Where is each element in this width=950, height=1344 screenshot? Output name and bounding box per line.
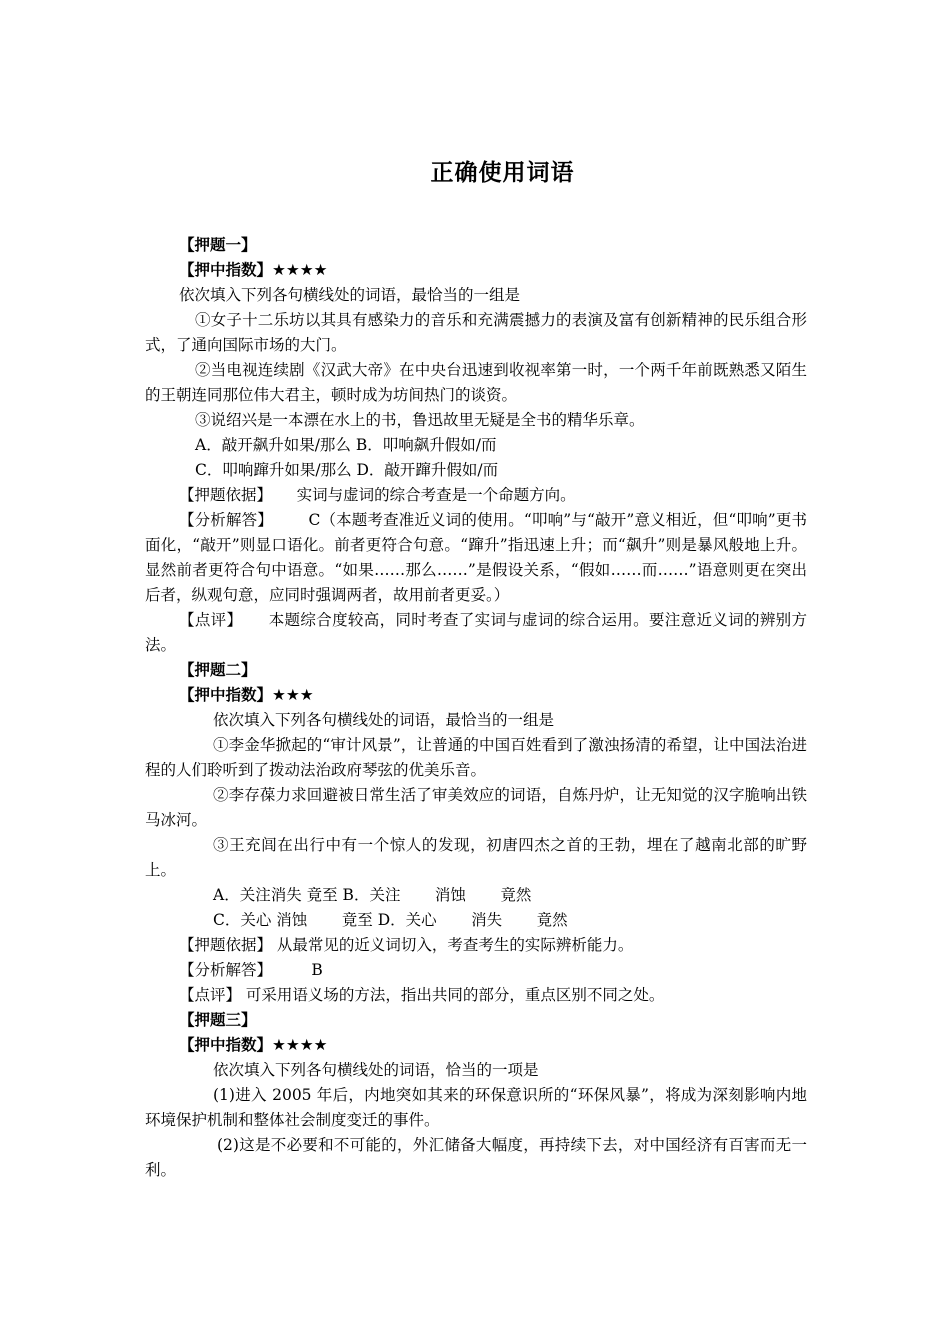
paragraph: 依次填入下列各句横线处的词语，最恰当的一组是 (213, 711, 555, 729)
paragraph: C．叩响蹿升如果/那么 D．敲开蹿升假如/而 (195, 461, 499, 479)
paragraph: ①女子十二乐坊以其具有感染力的音乐和充满震撼力的表演及富有创新精神的民乐组合形式，了通向国际市场的大门。 (145, 311, 807, 354)
paragraph: 【押中指数】★★★ (179, 686, 314, 704)
paragraph: (1)进入 2005 年后，内地突如其来的环保意识所的“环保风暴”，将成为深刻影响内地环境保护机制和整体社会制度变迁的事件。 (145, 1086, 807, 1129)
paragraph: (2)这是不必要和不可能的，外汇储备大幅度，再持续下去，对中国经济有百害而无一利。 (145, 1136, 807, 1179)
paragraph: C．关心 消蚀 竟至 D．关心 消失 竟然 (213, 911, 568, 929)
paragraph: 依次填入下列各句横线处的词语，恰当的一项是 (213, 1061, 539, 1079)
page-title: 正确使用词语 (430, 160, 575, 186)
paragraph: ③王充闾在出行中有一个惊人的发现，初唐四杰之首的王勃，埋在了越南北部的旷野上。 (145, 836, 807, 879)
paragraph: 【押题依据】 从最常见的近义词切入，考查考生的实际辨析能力。 (179, 936, 634, 954)
paragraph: 【分析解答】 C（本题考查准近义词的使用。“叩响”与“敲开”意义相近，但“叩响”更书面化，“敲开”则显口语化。前者更符合句意。“蹿升”指迅速上升；而“飙升”则是暴风般地上升。显然前者更符合句中语意。“如果……那么……”是假设关系，“假如……而……”语意则更在突出后者，纵观句意，应同时强调两者，故用前者更妥。） (145, 511, 807, 604)
paragraph: 【分析解答】 B (179, 961, 323, 979)
paragraph: A．关注消失 竟至 B．关注 消蚀 竟然 (213, 886, 532, 904)
paragraph: 【押题二】 (179, 661, 257, 679)
paragraph: 【押中指数】★★★★ (179, 1036, 328, 1054)
paragraph: 【押题三】 (179, 1011, 257, 1029)
paragraph: ②当电视连续剧《汉武大帝》在中央台迅速到收视率第一时，一个两千年前既熟悉又陌生的王朝连同那位伟大君主，顿时成为坊间热门的谈资。 (145, 361, 807, 404)
document-body (145, 233, 807, 1183)
paragraph: 【押中指数】★★★★ (179, 261, 328, 279)
paragraph: 【押题依据】 实词与虚词的综合考查是一个命题方向。 (179, 486, 576, 504)
paragraph: 依次填入下列各句横线处的词语，最恰当的一组是 (179, 286, 521, 304)
paragraph: 【点评】 本题综合度较高，同时考查了实词与虚词的综合运用。要注意近义词的辨别方法。 (145, 611, 807, 654)
paragraph: 【点评】 可采用语义场的方法，指出共同的部分，重点区别不同之处。 (179, 986, 665, 1004)
paragraph: A．敲开飙升如果/那么 B．叩响飙升假如/而 (195, 436, 497, 454)
paragraph: 【押题一】 (179, 236, 257, 254)
paragraph: ③说绍兴是一本漂在水上的书，鲁迅故里无疑是全书的精华乐章。 (195, 411, 645, 429)
paragraph: ②李存葆力求回避被日常生活了审美效应的词语，自炼丹炉，让无知觉的汉字脆响出铁马冰河。 (145, 786, 807, 829)
paragraph: ①李金华掀起的“审计风景”，让普通的中国百姓看到了激浊扬清的希望，让中国法治进程的人们聆听到了拨动法治政府琴弦的优美乐音。 (145, 736, 807, 779)
